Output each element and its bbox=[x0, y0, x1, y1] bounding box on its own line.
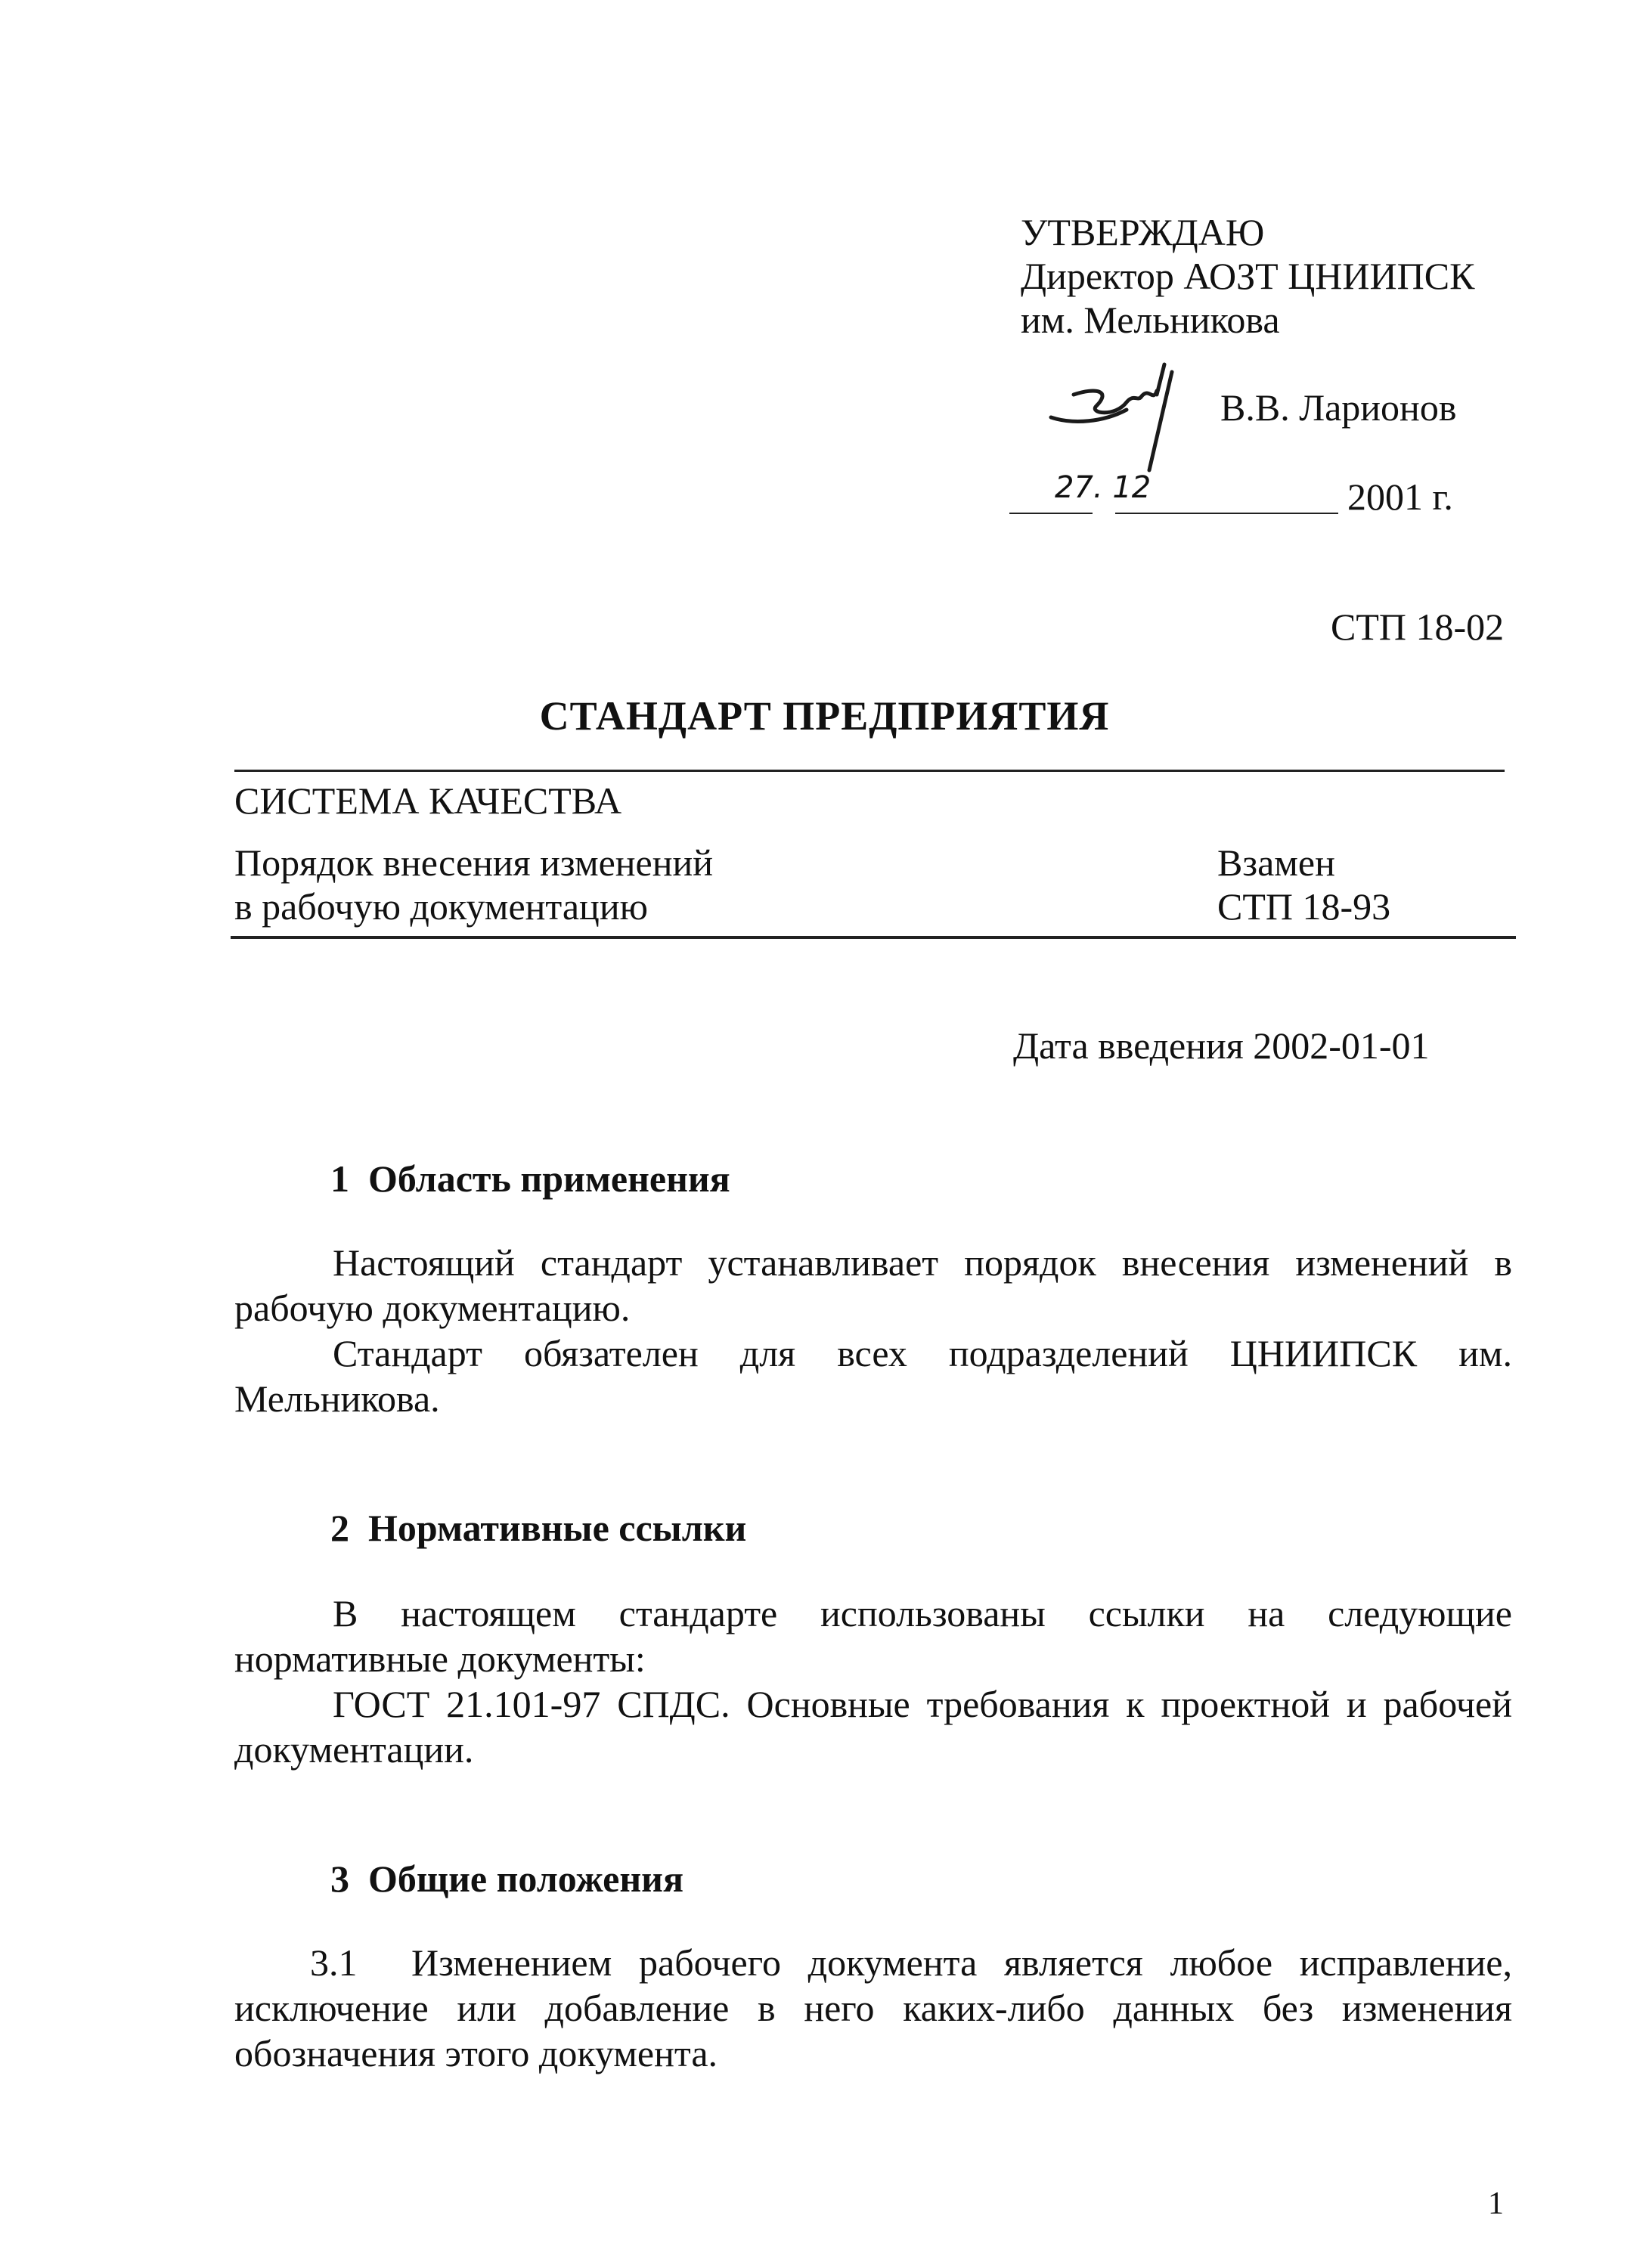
replaces-label: Взамен bbox=[1217, 841, 1335, 884]
standard-title: СТАНДАРТ ПРЕДПРИЯТИЯ bbox=[539, 693, 1110, 739]
section-3-paragraph-1: 3.1 Изменением рабочего документа является любое исправление, исключение или добавление в него каких-либо данных без изменения обозначения этого документа. bbox=[234, 1941, 1522, 2074]
header-top-rule bbox=[234, 770, 1505, 772]
replaces-value: СТП 18-93 bbox=[1217, 885, 1391, 928]
signature-image bbox=[1043, 349, 1225, 478]
section-3-heading: 3 Общие положения bbox=[330, 1857, 684, 1900]
subject-line-1: Порядок внесения изменений bbox=[234, 841, 714, 884]
section-2-paragraph-1: В настоящем стандарте использованы ссылки на следующие нормативные документы: bbox=[234, 1592, 1512, 1680]
section-1-paragraph-2: Стандарт обязателен для всех подразделений ЦНИИПСК им. Мельникова. bbox=[234, 1332, 1512, 1420]
approval-heading: УТВЕРЖДАЮ bbox=[1021, 211, 1265, 253]
approval-org: им. Мельникова bbox=[1021, 299, 1280, 341]
approval-year: 2001 г. bbox=[1347, 476, 1453, 518]
section-1-heading: 1 Область применения bbox=[330, 1157, 730, 1200]
approval-date-handwritten bbox=[1009, 470, 1342, 523]
page-number: 1 bbox=[1488, 2186, 1504, 2221]
introduction-date: Дата введения 2002-01-01 bbox=[1013, 1024, 1430, 1067]
document-number: СТП 18-02 bbox=[1331, 606, 1505, 648]
approval-position: Директор АОЗТ ЦНИИПСК bbox=[1021, 255, 1475, 297]
system-title: СИСТЕМА КАЧЕСТВА bbox=[234, 779, 622, 822]
approval-name: В.В. Ларионов bbox=[1220, 386, 1457, 429]
section-2-heading: 2 Нормативные ссылки bbox=[330, 1507, 747, 1549]
section-2-paragraph-2: ГОСТ 21.101-97 СПДС. Основные требования к проектной и рабочей документации. bbox=[234, 1683, 1512, 1771]
header-bottom-rule bbox=[231, 936, 1516, 939]
handwritten-day-month: 27. 12 bbox=[1055, 470, 1152, 505]
subject-line-2: в рабочую документацию bbox=[234, 885, 648, 928]
section-1-paragraph-1: Настоящий стандарт устанавливает порядок внесения изменений в рабочую документацию. bbox=[234, 1241, 1512, 1329]
